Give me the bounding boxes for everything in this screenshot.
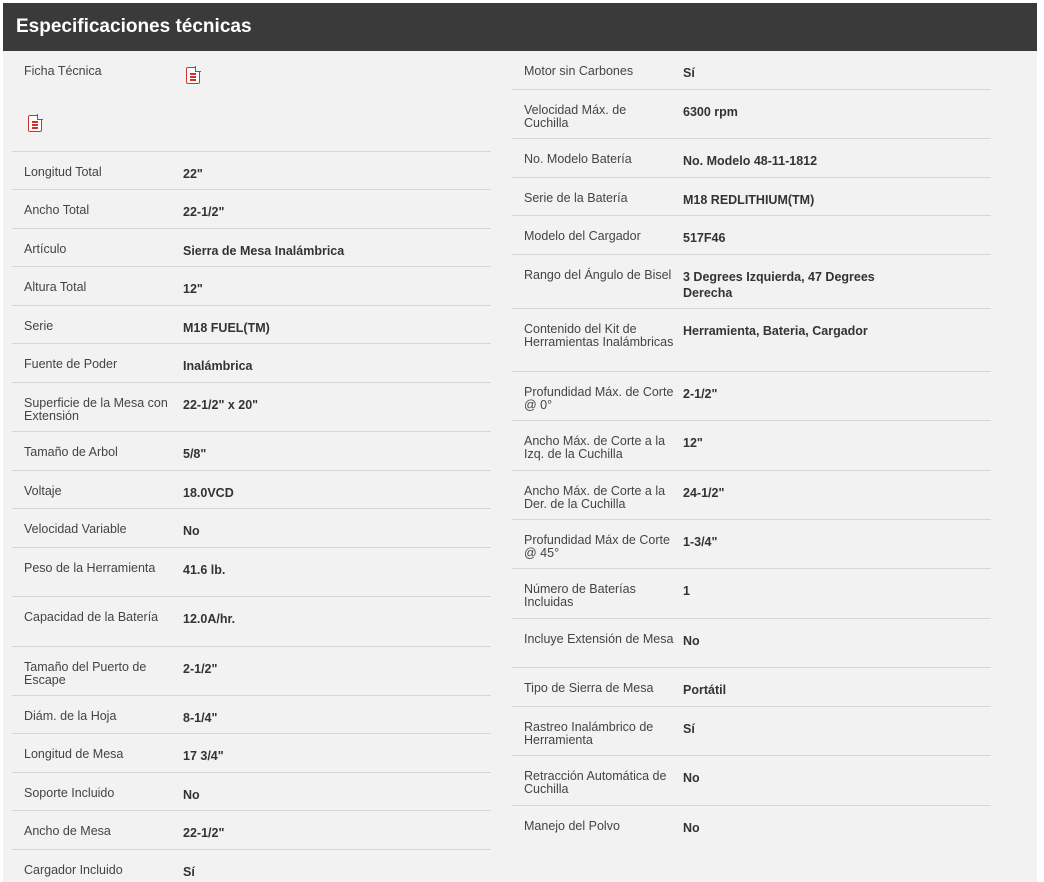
- spec-value: 1-3/4": [683, 535, 718, 549]
- spec-label: Tipo de Sierra de Mesa: [524, 681, 654, 695]
- spec-value: No: [183, 788, 200, 802]
- spec-row: [12, 267, 491, 306]
- spec-label: Motor sin Carbones: [524, 64, 634, 78]
- spec-row: [12, 152, 491, 190]
- spec-row: [512, 372, 991, 421]
- spec-label: Fuente de Poder: [24, 357, 118, 371]
- spec-row: [12, 306, 491, 344]
- spec-label: Ancho Máx. de Corte a la Der. de la Cuchilla: [524, 484, 666, 511]
- spec-row: [512, 216, 991, 255]
- spec-value: Sierra de Mesa Inalámbrica: [183, 244, 345, 258]
- spec-label: Tamaño del Puerto de Escape: [24, 660, 147, 687]
- spec-value: 2-1/2": [183, 662, 218, 676]
- spec-value: 3 Degrees Izquierda, 47 Degrees Derecha: [683, 270, 875, 300]
- spec-label: Soporte Incluido: [24, 786, 115, 800]
- spec-value: 12": [183, 282, 203, 296]
- spec-value: M18 REDLITHIUM(TM): [683, 193, 815, 207]
- spec-label: Ancho Total: [24, 203, 90, 217]
- spec-row: [12, 597, 491, 647]
- spec-value: 6300 rpm: [683, 105, 738, 119]
- spec-row: [12, 696, 491, 734]
- spec-value: Inalámbrica: [183, 359, 253, 373]
- spec-row: [512, 569, 991, 619]
- spec-value: No: [683, 771, 700, 785]
- spec-row: [12, 383, 491, 432]
- spec-row: [512, 619, 991, 668]
- spec-value: 41.6 lb.: [183, 563, 226, 577]
- pdf-icon[interactable]: [186, 67, 200, 84]
- spec-row: [12, 647, 491, 696]
- spec-row: [12, 190, 491, 229]
- spec-value: M18 FUEL(TM): [183, 321, 270, 335]
- spec-value: No: [683, 821, 700, 835]
- spec-row: [12, 509, 491, 548]
- spec-label: Ficha Técnica: [24, 64, 102, 78]
- spec-row: [12, 773, 491, 811]
- spec-value: Sí: [683, 722, 695, 736]
- spec-row: [12, 811, 491, 850]
- spec-row: [512, 51, 991, 90]
- spec-row: [512, 471, 991, 520]
- specs-column-right: [512, 51, 991, 844]
- spec-label: Retracción Automática de Cuchilla: [524, 769, 667, 796]
- spec-row: [512, 421, 991, 471]
- spec-row: [512, 756, 991, 806]
- spec-row: [512, 139, 991, 178]
- spec-value: Herramienta, Bateria, Cargador: [683, 324, 868, 338]
- spec-label: Velocidad Máx. de Cuchilla: [524, 103, 627, 130]
- spec-row: [512, 90, 991, 139]
- spec-value: 22-1/2": [183, 826, 225, 840]
- spec-label: Diám. de la Hoja: [24, 709, 117, 723]
- spec-label: Manejo del Polvo: [524, 819, 620, 833]
- spec-value: 12.0A/hr.: [183, 612, 236, 626]
- spec-label: Peso de la Herramienta: [24, 561, 156, 575]
- spec-row: [12, 734, 491, 773]
- spec-value: No. Modelo 48-11-1812: [683, 154, 818, 168]
- spec-value: 5/8": [183, 447, 207, 461]
- spec-label: Número de Baterías Incluidas: [524, 582, 636, 609]
- spec-row: [512, 668, 991, 707]
- spec-row: [512, 707, 991, 756]
- spec-value: No: [183, 524, 200, 538]
- spec-value: 12": [683, 436, 703, 450]
- spec-row: [12, 432, 491, 471]
- spec-label: Modelo del Cargador: [524, 229, 641, 243]
- spec-label: Artículo: [24, 242, 67, 256]
- spec-row: [12, 229, 491, 267]
- spec-row: [12, 471, 491, 509]
- spec-label: Capacidad de la Batería: [24, 610, 159, 624]
- spec-label: Profundidad Máx. de Corte @ 0°: [524, 385, 674, 412]
- spec-label: Velocidad Variable: [24, 522, 127, 536]
- spec-value: 1: [683, 584, 690, 598]
- spec-label: Tamaño de Arbol: [24, 445, 118, 459]
- spec-row: [512, 255, 991, 309]
- spec-row: [512, 309, 991, 372]
- spec-value: 24-1/2": [683, 486, 725, 500]
- spec-label: Longitud de Mesa: [24, 747, 124, 761]
- spec-value: 517F46: [683, 231, 726, 245]
- spec-value: 8-1/4": [183, 711, 218, 725]
- spec-value: Sí: [683, 66, 695, 80]
- specs-column-left: [12, 51, 491, 882]
- spec-row: [12, 548, 491, 597]
- spec-label: Ancho de Mesa: [24, 824, 111, 838]
- spec-value: No: [683, 634, 700, 648]
- spec-label: Longitud Total: [24, 165, 102, 179]
- specs-panel: [3, 3, 1037, 882]
- pdf-icon[interactable]: [28, 115, 42, 132]
- spec-label: Profundidad Máx de Corte @ 45°: [524, 533, 670, 560]
- spec-label: Rastreo Inalámbrico de Herramienta: [524, 720, 654, 747]
- spec-row: [512, 806, 991, 844]
- spec-row: [512, 178, 991, 216]
- panel-title: Especificaciones técnicas: [16, 16, 252, 37]
- spec-label: Contenido del Kit de Herramientas Inalámbricas: [524, 322, 674, 349]
- spec-label: Superficie de la Mesa con Extensión: [24, 396, 168, 423]
- spec-label: Serie: [24, 319, 54, 333]
- spec-value: 22": [183, 167, 203, 181]
- spec-value: 22-1/2" x 20": [183, 398, 259, 412]
- spec-row: [12, 344, 491, 383]
- spec-value: Sí: [183, 865, 195, 879]
- spec-value: 17 3/4": [183, 749, 224, 763]
- spec-label: Altura Total: [24, 280, 87, 294]
- spec-label: Serie de la Batería: [524, 191, 628, 205]
- spec-label: Cargador Incluido: [24, 863, 123, 877]
- spec-label: Rango del Ángulo de Bisel: [524, 268, 672, 282]
- spec-label: Voltaje: [24, 484, 62, 498]
- spec-row: [12, 850, 491, 882]
- spec-label: Ancho Máx. de Corte a la Izq. de la Cuchilla: [524, 434, 666, 461]
- spec-value: 22-1/2": [183, 205, 225, 219]
- spec-value: 18.0VCD: [183, 486, 234, 500]
- panel-header: [3, 3, 1037, 51]
- spec-row-ficha-tecnica: [12, 51, 491, 152]
- spec-value: 2-1/2": [683, 387, 718, 401]
- spec-label: Incluye Extensión de Mesa: [524, 632, 674, 646]
- spec-label: No. Modelo Batería: [524, 152, 632, 166]
- spec-value: Portátil: [683, 683, 727, 697]
- spec-row: [512, 520, 991, 569]
